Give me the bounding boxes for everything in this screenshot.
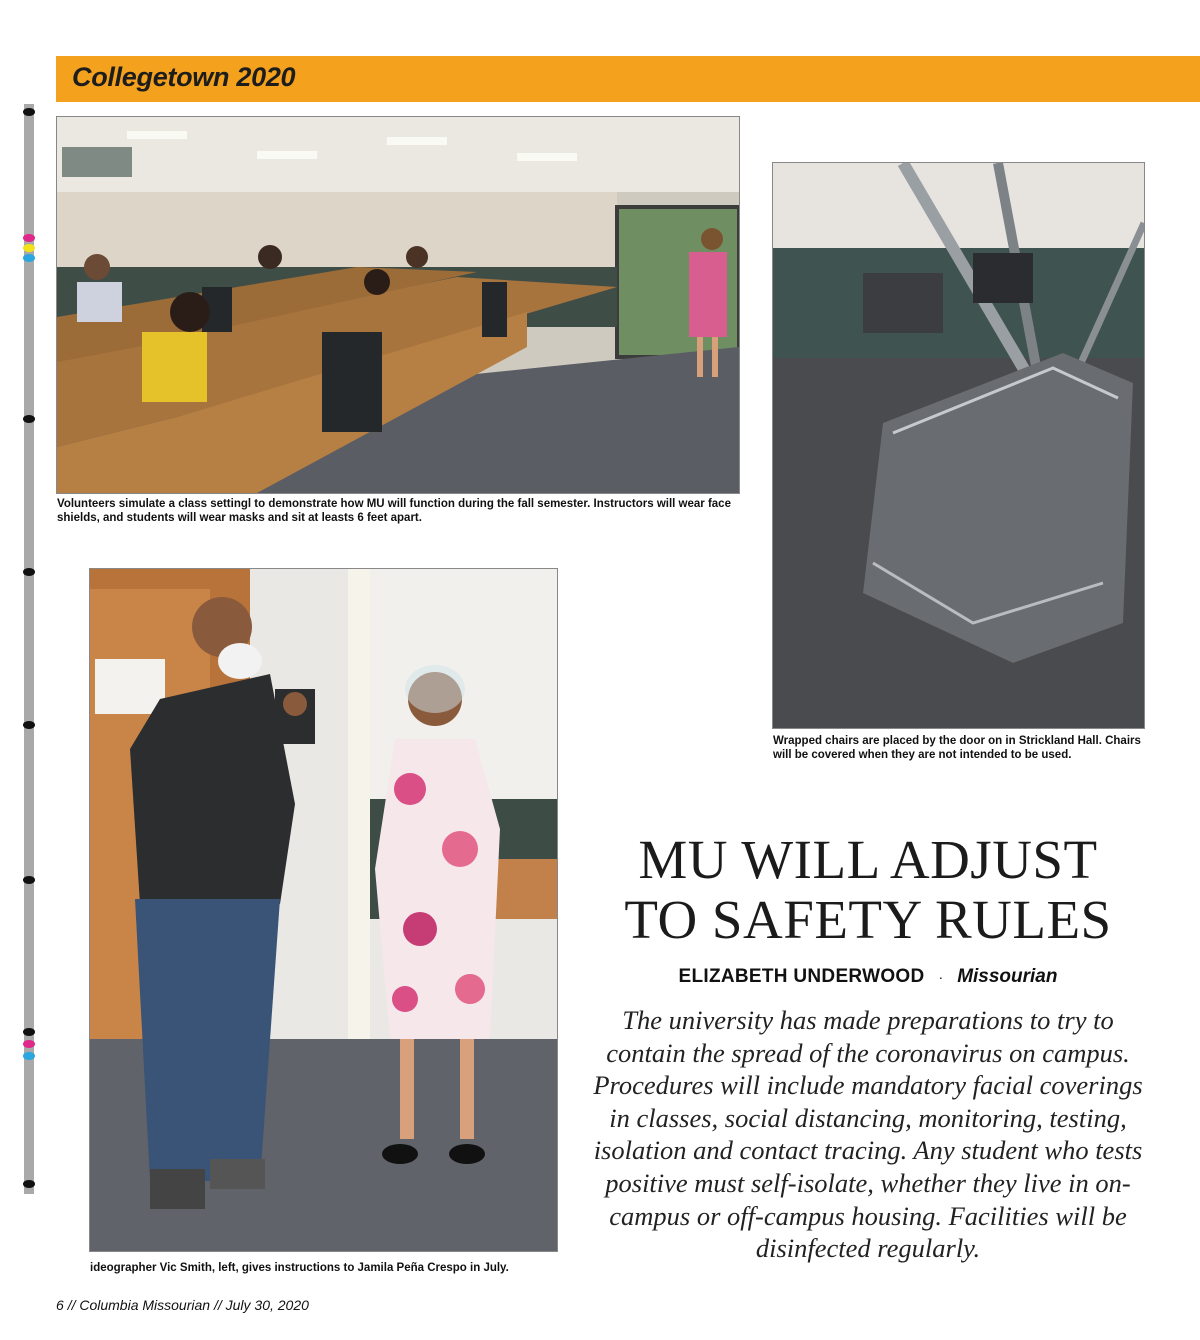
headline-line-1: MU WILL ADJUST xyxy=(638,829,1098,890)
wrapped-chairs-photo xyxy=(772,162,1145,729)
registration-dot xyxy=(23,721,35,729)
registration-dot xyxy=(23,876,35,884)
registration-dot-magenta xyxy=(23,1040,35,1048)
chairs-caption: Wrapped chairs are placed by the door on in Strickland Hall. Chairs will be covered when they are not intended to be used. xyxy=(773,735,1141,761)
registration-dot-yellow xyxy=(23,244,35,252)
classroom-photo xyxy=(56,116,740,494)
byline-author: ELIZABETH UNDERWOOD xyxy=(678,966,925,987)
byline-publication: Missourian xyxy=(957,966,1058,987)
registration-dot-magenta xyxy=(23,234,35,242)
registration-dot xyxy=(23,568,35,576)
byline xyxy=(598,966,1138,988)
classroom-caption: Volunteers simulate a class settingl to demonstrate how MU will function during the fall semester. Instructors will wear face shields, and students will wear masks and sit at leasts 6 feet apart. xyxy=(57,498,731,524)
registration-dot xyxy=(23,415,35,423)
registration-dot-cyan xyxy=(23,254,35,262)
headline xyxy=(598,830,1138,950)
instructors-caption: ideographer Vic Smith, left, gives instructions to Jamila Peña Crespo in July. xyxy=(90,1262,509,1274)
byline-separator: · xyxy=(938,969,944,985)
registration-dot-cyan xyxy=(23,1052,35,1060)
instructors-photo xyxy=(89,568,558,1252)
registration-dot xyxy=(23,108,35,116)
headline-line-2: TO SAFETY RULES xyxy=(624,889,1112,950)
article-dek: The university has made preparations to try to contain the spread of the coronavirus on campus. Procedures will include mandatory facial coverings in classes, social distancing, monitoring, testing, isolation and contact tracing. Any student who tests positive must self-isolate, whether they live in on-campus or off-campus housing. Facilities will be disinfected regularly. xyxy=(593,1005,1143,1264)
registration-dot xyxy=(23,1180,35,1188)
registration-dot xyxy=(23,1028,35,1036)
page-folio: 6 // Columbia Missourian // July 30, 2020 xyxy=(56,1297,309,1313)
section-banner xyxy=(56,56,1200,102)
section-title: Collegetown 2020 xyxy=(72,62,296,92)
